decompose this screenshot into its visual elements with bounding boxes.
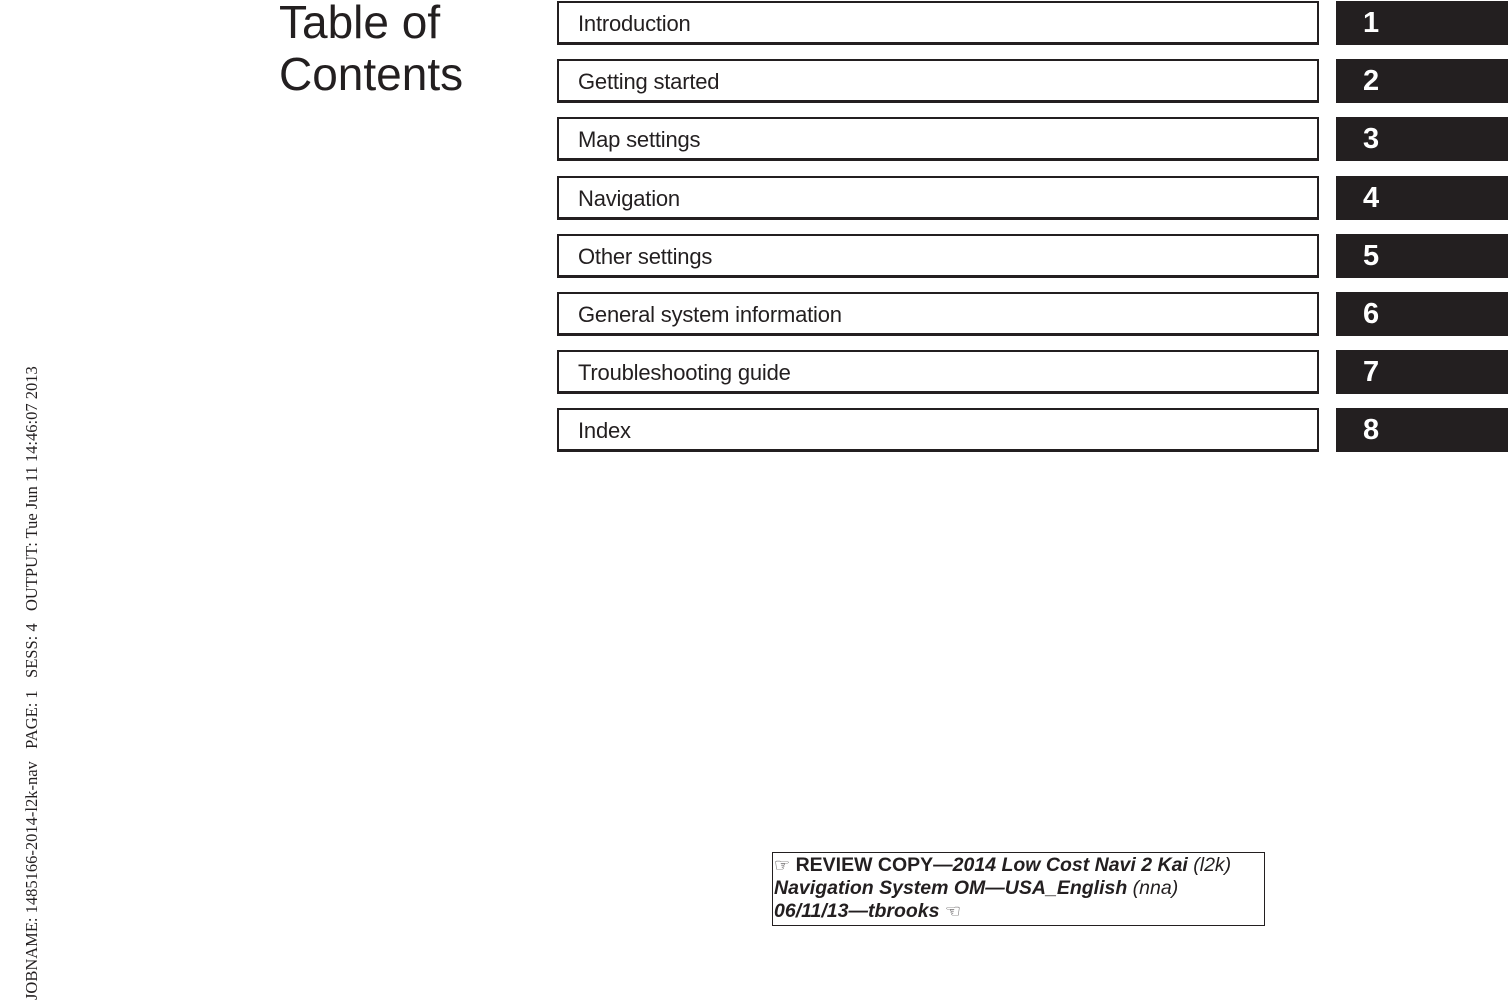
toc-row-index [557, 408, 1508, 466]
page-title-line-2: Contents [279, 48, 464, 100]
toc-label: Map settings [578, 127, 701, 153]
chapter-number: 2 [1363, 65, 1380, 98]
toc-row-troubleshooting-guide [557, 350, 1508, 408]
toc-row-other-settings [557, 234, 1508, 292]
toc-label: General system information [578, 301, 842, 327]
date-author: 06/11/13—tbrooks [774, 900, 940, 922]
review-line-1 [774, 854, 1264, 877]
review-copy-stamp [772, 852, 1265, 926]
print-job-metadata-text: JOBNAME: 1485166-2014-l2k-nav PAGE: 1 SESS: 4 OUTPUT: Tue Jun 11 14:46:07 2013 [22, 366, 41, 1000]
chapter-tab-2[interactable] [1336, 59, 1508, 103]
page-title-line-1: Table of [279, 0, 441, 48]
chapter-tab-6[interactable] [1336, 292, 1508, 336]
toc-link-general-system-information[interactable] [557, 292, 1319, 336]
pointing-hand-left-icon: ☜ [944, 901, 962, 922]
chapter-tab-4[interactable] [1336, 176, 1508, 220]
chapter-number: 8 [1363, 414, 1380, 447]
chapter-number: 5 [1363, 239, 1380, 272]
toc-row-navigation [557, 176, 1508, 234]
toc-link-other-settings[interactable] [557, 234, 1319, 278]
manual-name: Navigation System OM—USA_English [774, 877, 1128, 899]
chapter-tab-1[interactable] [1336, 1, 1508, 45]
chapter-tab-5[interactable] [1336, 234, 1508, 278]
chapter-tab-8[interactable] [1336, 408, 1508, 452]
pointing-hand-right-icon: ☞ [774, 855, 791, 876]
toc-label: Getting started [578, 69, 720, 95]
table-of-contents [557, 1, 1508, 467]
toc-row-map-settings [557, 117, 1508, 175]
page-title [279, 0, 463, 100]
toc-link-getting-started[interactable] [557, 59, 1319, 103]
product-code: (l2k) [1187, 854, 1232, 876]
toc-label: Introduction [578, 11, 691, 36]
region-code: (nna) [1127, 877, 1179, 899]
toc-link-troubleshooting-guide[interactable] [557, 350, 1319, 394]
product-name: 2014 Low Cost Navi 2 Kai [952, 854, 1188, 876]
chapter-number: 4 [1363, 181, 1380, 214]
toc-label: Other settings [578, 243, 713, 269]
review-line-3 [774, 900, 1264, 923]
toc-label: Index [578, 418, 631, 444]
toc-row-general-system-information [557, 292, 1508, 350]
chapter-tab-7[interactable] [1336, 350, 1508, 394]
chapter-number: 6 [1363, 297, 1380, 330]
toc-link-map-settings[interactable] [557, 117, 1319, 161]
review-copy-label: REVIEW COPY— [795, 854, 953, 876]
toc-label: Navigation [578, 185, 680, 211]
toc-link-introduction[interactable] [557, 1, 1319, 45]
toc-row-introduction [557, 1, 1508, 59]
toc-link-index[interactable] [557, 408, 1319, 452]
print-job-metadata [0, 0, 41, 1003]
toc-link-navigation[interactable] [557, 176, 1319, 220]
toc-row-getting-started [557, 59, 1508, 117]
review-line-2 [774, 877, 1264, 900]
chapter-tab-3[interactable] [1336, 117, 1508, 161]
toc-label: Troubleshooting guide [578, 360, 791, 386]
chapter-number: 1 [1363, 7, 1380, 39]
chapter-number: 3 [1363, 123, 1380, 156]
chapter-number: 7 [1363, 356, 1380, 389]
